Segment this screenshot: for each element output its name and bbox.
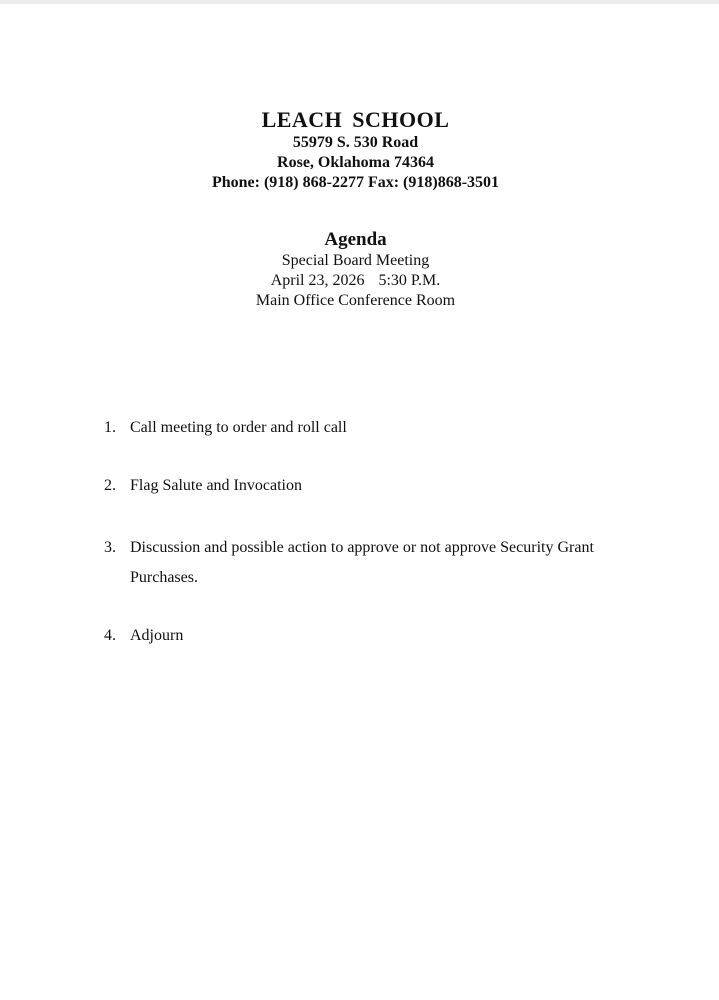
item-number: 1. [104,419,116,436]
item-text: Call meeting to order and roll call [130,419,347,436]
meeting-type: Special Board Meeting [281,252,430,269]
address-line-1: 55979 S. 530 Road [292,134,419,151]
phone-fax-line: Phone: (918) 868-2277 Fax: (918)868-3501 [211,174,500,191]
item-text: Flag Salute and Invocation [130,477,302,494]
school-name: LEACH SCHOOL [261,107,450,132]
meeting-date-time [0,271,715,291]
agenda-item [104,533,644,593]
meeting-date: April 23, 2026 [270,272,365,289]
item-number: 3. [104,539,116,556]
item-text: Adjourn [130,627,184,644]
item-text: Discussion and possible action to approve or not approve Security Grant Purchases. [130,539,594,586]
item-number: 4. [104,627,116,644]
item-number: 2. [104,477,116,494]
meeting-time: 5:30 P.M. [378,272,441,289]
address-line-2: Rose, Oklahoma 74364 [277,154,434,171]
document-page [0,4,719,1000]
agenda-item [104,621,644,651]
letterhead [0,107,715,193]
agenda-heading [0,229,715,311]
agenda-title: Agenda [324,229,387,250]
meeting-location: Main Office Conference Room [255,292,456,309]
agenda-item [104,413,644,443]
agenda-item [104,471,644,501]
